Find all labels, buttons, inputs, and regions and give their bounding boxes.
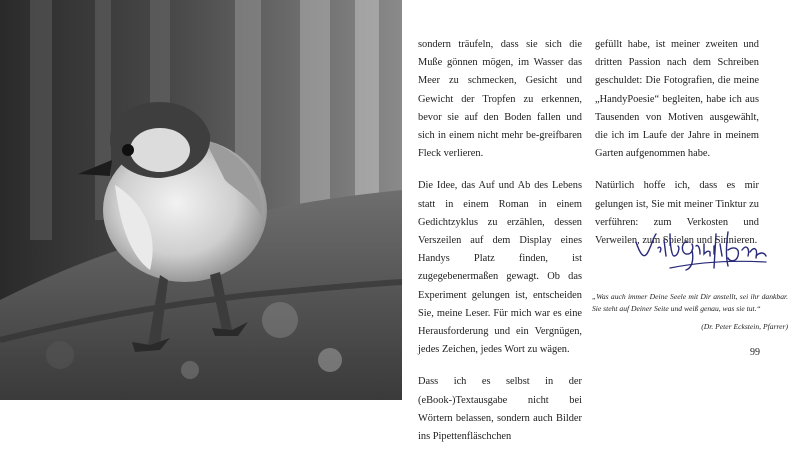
quote-source: (Dr. Peter Eckstein, Pfarrer) <box>701 322 788 331</box>
bird-photo <box>0 0 402 400</box>
paragraph: sondern träufeln, dass sie sich die Muße gönnen mögen, im Wasser das Meer zu schmecken, Gesicht und Gewicht der Tropfen zu erkennen, bevor sie auf den Boden fallen und sich in einem nicht mehr be-greifbaren Fleck verlieren. <box>418 39 582 160</box>
paragraph: Dass ich es selbst in der (eBook-)Textausgabe nicht bei Wörtern belassen, sondern auch Bilder ins Pipettenfläschchen <box>418 376 582 443</box>
quote-text: „Was auch immer Deine Seele mit Dir anstellt, sei ihr dankbar. Sie steht auf Deiner Seite und weiß genau, was sie tut.“ <box>592 292 788 313</box>
paragraph: Natürlich hoffe ich, dass es mir gelungen ist, Sie mit meiner Tinktur zu verführen: zum Verkosten und Verweilen, zum Spielen und Sinnieren. <box>595 180 759 247</box>
page-number: 99 <box>750 347 760 358</box>
text-page <box>402 0 800 443</box>
paragraph: gefüllt habe, ist meiner zweiten und dritten Passion nach dem Schreiben geschuldet: Die Fotografien, die meine „HandyPoesie“ begleiten, habe ich aus Tausenden von Motiven ausgewählt, die ich im Laufe der Jahre in meinem Garten aufgenommen habe. <box>595 39 759 160</box>
paragraph: Die Idee, das Auf und Ab des Lebens statt in einem Roman in einem Gedichtzyklus zu erzählen, dessen Verszeilen auf dem Display eines Handys Platz finden, ist zugegebenermaßen gewagt. Ob das Experiment gelungen ist, entscheiden Sie, meine Leser. Für mich war es eine Herausforderung und ein Vergnügen, jedes Zeichen, jedes Wort zu wägen. <box>418 180 582 356</box>
left-text-column <box>418 36 582 460</box>
fledgling-bird-image <box>0 0 402 400</box>
handwritten-signature <box>630 222 770 274</box>
